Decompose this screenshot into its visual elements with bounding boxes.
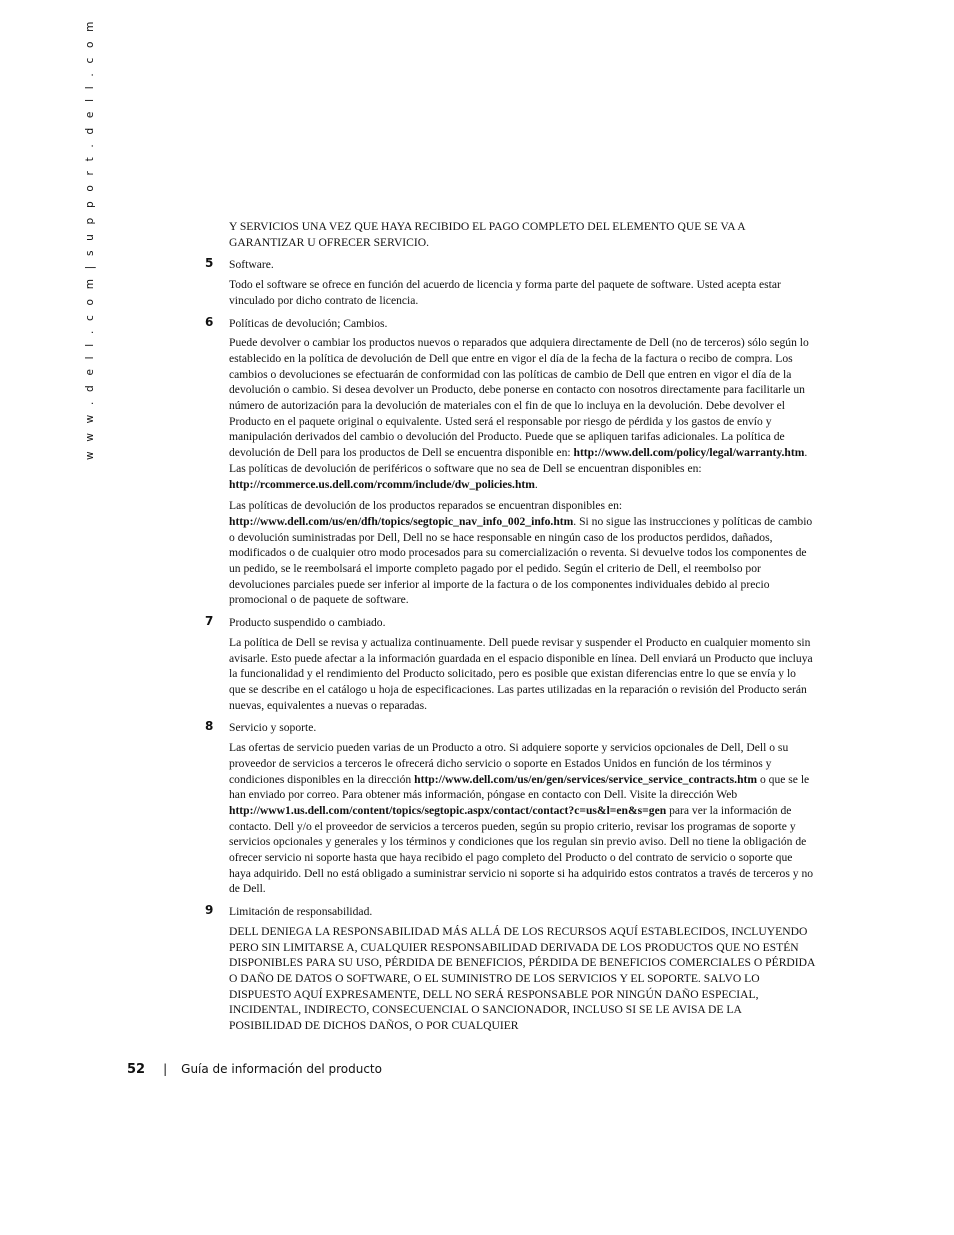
section-9-heading (205, 903, 815, 920)
section-6-title: Políticas de devolución; Cambios. (229, 316, 388, 330)
section-6-text-b: . Las políticas de devolución de periféricos o software que no sea de Dell se encuentran disponibles en: (229, 446, 808, 475)
section-5-title: Software. (229, 258, 274, 272)
policies-link[interactable]: http://rcommerce.us.dell.com/rcomm/include/dw_policies.htm (229, 477, 535, 491)
repaired-returns-link[interactable]: http://www.dell.com/us/en/dfh/topics/segtopic_nav_info_002_info.htm (229, 514, 574, 528)
service-contracts-link[interactable]: http://www.dell.com/us/en/gen/services/service_service_contracts.htm (414, 772, 758, 786)
section-7-paragraph: La política de Dell se revisa y actualiza continuamente. Dell puede revisar y suspender el Producto en cualquier momento sin avisarle. Esto puede afectar a la información guardada en el espacio disponible en línea. Dell enviará un Producto que incluya la funcionalidad y el rendimiento del Producto solicitado, pero es posible que existan diferencias entre lo que se envía y lo que se describe en el catálogo u hoja de especificaciones. Las partes utilizadas en la reparación o revisión del Producto serán nuevas, equivalentes a nuevas o reparadas. (229, 635, 813, 712)
section-8-text-a: Las ofertas de servicio pueden varias de un Producto a otro. Si adquiere soporte y servicios opcionales de Dell, Dell o su proveedor de servicios a terceros le ofrecerá dicho servicio o soporte en Estados Unidos en función de los términos y condiciones disponibles en la dirección (229, 741, 789, 786)
page-content (205, 219, 815, 1034)
section-7-number: 7 (205, 614, 214, 629)
footer-separator: | (163, 1062, 168, 1076)
section-6-text-c: . (534, 477, 538, 491)
section-7-heading (205, 614, 815, 631)
section-8-text-b: o que se le han enviado por correo. Para obtener más información, póngase en contacto con Dell. Visite la dirección Web (229, 772, 810, 802)
section-6-number: 6 (205, 314, 214, 329)
section-7-title: Producto suspendido o cambiado. (229, 616, 386, 630)
intro-paragraph: Y SERVICIOS UNA VEZ QUE HAYA RECIBIDO EL PAGO COMPLETO DEL ELEMENTO QUE SE VA A GARANTIZAR U OFRECER SERVICIO. (229, 220, 745, 249)
section-6-paragraph-2 (229, 498, 815, 608)
warranty-link[interactable]: http://www.dell.com/policy/legal/warranty.htm (573, 446, 805, 460)
section-8-title: Servicio y soporte. (229, 721, 317, 735)
section-6-paragraph-1 (229, 335, 815, 492)
section-8-heading (205, 719, 815, 736)
section-5-heading (205, 256, 815, 273)
section-9-number: 9 (205, 903, 214, 918)
section-9-title: Limitación de responsabilidad. (229, 905, 373, 919)
section-5-paragraph: Todo el software se ofrece en función del acuerdo de licencia y forma parte del paquete de software. Usted acepta estar vinculado por dicho contrato de licencia. (229, 278, 781, 307)
section-6-text-a: Puede devolver o cambiar los productos nuevos o reparados que adquiera directamente de Dell (no de terceros) sólo según lo establecido en la política de devolución de Dell que entre en vigor el día de la fecha de la factura o recibo de compra. Los cambios o devoluciones se efectuarán de conformidad con las políticas de cambio de Dell que entren en vigor el día de la devolución o cambio. Si desea devolver un Producto, debe ponerse en contacto con nosotros directamente para facilitarle un número de autorización para la devolución de materiales con el fin de que lo incluya en la devolución. Debe devolver el Producto en el paquete original o equivalente. Usted será el responsable por riesgo de pérdida y los gastos de envío y manipulación derivados del cambio o devolución del Producto. Puede que se apliquen tarifas adicionales. La política de devolución de Dell para los productos de Dell se encuentra disponible en: (229, 336, 809, 460)
section-5-number: 5 (205, 256, 214, 271)
section-8-number: 8 (205, 719, 214, 734)
side-url: w w w . d e l l . c o m | s u p p o r t . d e l l . c o m (84, 18, 96, 460)
section-6-heading (205, 314, 815, 332)
section-9-paragraph: DELL DENIEGA LA RESPONSABILIDAD MÁS ALLÁ DE LOS RECURSOS AQUÍ ESTABLECIDOS, INCLUYENDO PERO SIN LIMITARSE A, CUALQUIER RESPONSABILIDAD DERIVADA DE LOS PRODUCTOS QUE NO ESTÉN DISPONIBLES PARA SU USO, PÉRDIDA DE BENEFICIOS, PÉRDIDA DE BENEFICIOS COMERCIALES O PÉRDIDA O DAÑO DE DATOS O SOFTWARE, O EL SUMINISTRO DE LOS SERVICIOS Y EL SOPORTE. SALVO LO DISPUESTO AQUÍ EXPRESAMENTE, DELL NO SERÁ RESPONSABLE POR NINGÚN DAÑO ESPECIAL, INCIDENTAL, INDIRECTO, CONSECUENCIAL O SANCIONADOR, INCLUSO SI SE LE AVISA DE LA POSIBILIDAD DE DICHOS DAÑOS, O POR CUALQUIER (229, 924, 815, 1033)
contact-link[interactable]: http://www1.us.dell.com/content/topics/segtopic.aspx/contact/contact?c=us&l=en&s=gen (229, 803, 667, 817)
section-6-text-d: Las políticas de devolución de los productos reparados se encuentran disponibles en: (229, 499, 623, 513)
footer-doc-title: Guía de información del producto (181, 1062, 382, 1076)
section-6-text-e: . Si no sigue las instrucciones y políticas de cambio o devolución suministradas por Dell, Dell no se hace responsable en ningún caso de los productos perdidos, dañados, modificados o de cualquier otro modo procesados para su comercialización o reventa. Si devuelve todos los componentes de un pedido, se le reembolsará el importe completo pagado por el pedido. Según el criterio de Dell, el reembolso por devoluciones parciales puede ser inferior al importe de la factura o de los componentes individuales debido al precio promocional o de paquete de software. (229, 514, 813, 607)
section-8-paragraph (229, 740, 815, 897)
section-8-text-c: para ver la información de contacto. Dell y/o el proveedor de servicios a terceros pueden, según su propio criterio, revisar los programas de soporte y servicios opcionales y generales y los términos y condiciones que los regulan sin previo aviso. Dell no tiene la obligación de ofrecer servicio ni soporte hasta que haya recibido el pago completo del Producto o del contrato de servicio o soporte que haya adquirido. Dell no está obligado a suministrar servicio ni soporte si ha adquirido estos contratos a través de terceros y no de Dell. (229, 803, 814, 896)
page-number: 52 (127, 1062, 146, 1077)
page-footer (127, 1062, 382, 1077)
